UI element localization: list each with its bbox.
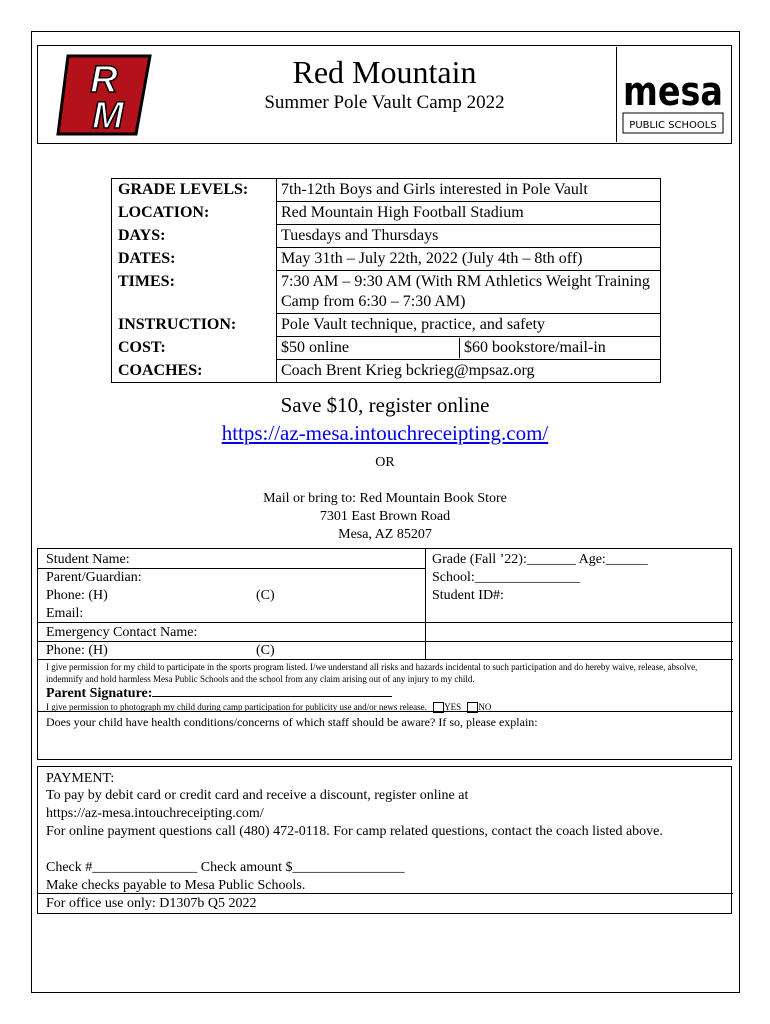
form-divider	[425, 549, 426, 659]
yes-label: YES	[444, 702, 462, 712]
school-field[interactable]: School:_______________	[432, 570, 580, 585]
svg-text:PUBLIC SCHOOLS: PUBLIC SCHOOLS	[629, 120, 717, 131]
email-field[interactable]: Email:	[46, 606, 84, 621]
svg-text:R: R	[90, 59, 118, 101]
payment-line-1: To pay by debit card or credit card and receive a discount, register online at	[46, 788, 469, 803]
save-online-text: Save $10, register online	[280, 393, 490, 417]
rule	[38, 622, 733, 623]
signature-line[interactable]	[152, 696, 392, 697]
student-name-field[interactable]: Student Name:	[46, 552, 130, 567]
page-title: Red Mountain	[292, 54, 477, 90]
office-use: For office use only: D1307b Q5 2022	[46, 896, 257, 911]
location-value: Red Mountain High Football Stadium	[277, 202, 661, 225]
payable-note: Make checks payable to Mesa Public Schools.	[46, 878, 306, 893]
grade-label: GRADE LEVELS:	[112, 179, 277, 202]
mesa-public-schools-logo	[616, 47, 733, 142]
student-id-field[interactable]: Student ID#:	[432, 588, 504, 603]
grade-value: 7th-12th Boys and Girls interested in Pole Vault	[277, 179, 661, 202]
parent-field[interactable]: Parent/Guardian:	[46, 570, 142, 585]
mail-line-3: Mesa, AZ 85207	[338, 527, 432, 542]
payment-box	[37, 766, 732, 914]
camp-info-table	[111, 178, 661, 383]
cost-bookstore: $60 bookstore/mail-in	[464, 339, 606, 356]
times-value: 7:30 AM – 9:30 AM (With RM Athletics Weight Training Camp from 6:30 – 7:30 AM)	[277, 271, 661, 314]
cost-value	[277, 337, 661, 360]
instruction-value: Pole Vault technique, practice, and safety	[277, 314, 661, 337]
location-label: LOCATION:	[112, 202, 277, 225]
emergency-phone-home-field[interactable]: Phone: (H)	[46, 643, 108, 658]
register-link[interactable]: https://az-mesa.intouchreceipting.com/	[221, 421, 549, 445]
emergency-phone-cell-field[interactable]: (C)	[256, 643, 275, 658]
dates-value: May 31th – July 22th, 2022 (July 4th – 8th off)	[277, 248, 661, 271]
payment-line-3: For online payment questions call (480) 472-0118. For camp related questions, contact the coach listed above.	[46, 824, 663, 839]
photo-permission	[46, 701, 726, 713]
cost-label: COST:	[112, 337, 277, 360]
no-checkbox[interactable]	[467, 702, 478, 713]
svg-text:mesa: mesa	[623, 69, 723, 115]
phone-cell-field[interactable]: (C)	[256, 588, 275, 603]
days-value: Tuesdays and Thursdays	[277, 225, 661, 248]
page-subtitle: Summer Pole Vault Camp 2022	[264, 92, 505, 113]
mail-line-1: Mail or bring to: Red Mountain Book Store	[263, 491, 507, 506]
yes-checkbox[interactable]	[433, 702, 444, 713]
header-box	[37, 45, 732, 144]
instruction-label: INSTRUCTION:	[112, 314, 277, 337]
emergency-contact-field[interactable]: Emergency Contact Name:	[46, 625, 198, 640]
signature-label: Parent Signature:	[46, 686, 153, 701]
days-label: DAYS:	[112, 225, 277, 248]
times-label: TIMES:	[112, 271, 277, 314]
permission-text: I give permission for my child to participate in the sports program listed. I/we understand all risks and hazards incidental to such participation and do hereby waive, release, absolve, indemnify and hold harmless Mesa Public Schools and the school from any claim arising out of any injury to my child.	[46, 662, 698, 684]
payment-link[interactable]: https://az-mesa.intouchreceipting.com/	[46, 806, 264, 821]
photo-text: I give permission to photograph my child during camp participation for publicity use and/or news release.	[46, 702, 427, 712]
check-fields[interactable]: Check #_______________ Check amount $________________	[46, 860, 405, 875]
payment-heading: PAYMENT:	[46, 771, 115, 786]
phone-home-field[interactable]: Phone: (H)	[46, 588, 108, 603]
registration-form	[37, 548, 732, 760]
grade-age-field[interactable]: Grade (Fall ’22):_______ Age:______	[432, 552, 648, 567]
dates-label: DATES:	[112, 248, 277, 271]
svg-text:M: M	[92, 95, 124, 137]
rule	[38, 659, 733, 660]
no-label: NO	[478, 702, 492, 712]
coaches-value: Coach Brent Krieg bckrieg@mpsaz.org	[277, 360, 661, 383]
rule	[38, 893, 733, 894]
parent-signature-field[interactable]	[46, 686, 392, 702]
mail-address	[0, 490, 770, 544]
health-question[interactable]: Does your child have health conditions/concerns of which staff should be aware? If so, please explain:	[46, 715, 538, 729]
or-text: OR	[375, 455, 395, 470]
cost-online: $50 online	[281, 338, 460, 358]
mail-line-2: 7301 East Brown Road	[319, 509, 451, 524]
coaches-label: COACHES:	[112, 360, 277, 383]
